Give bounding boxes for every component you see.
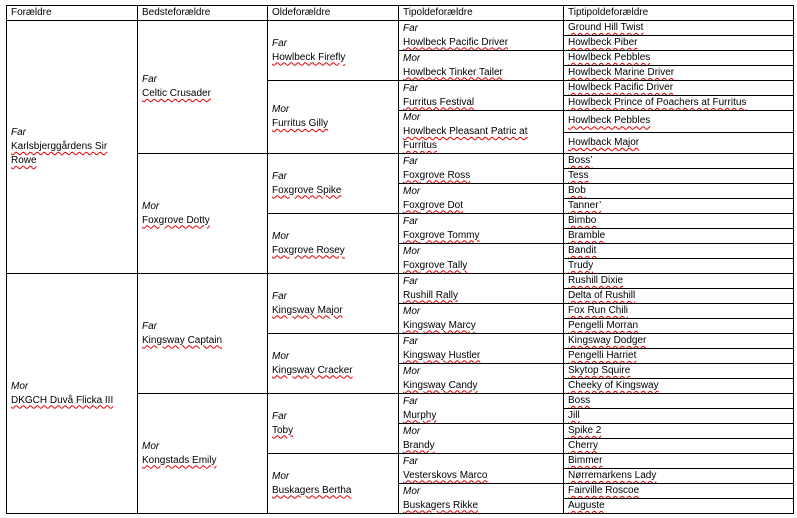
great-great-great-grandparent-name: Boss <box>568 395 591 406</box>
great-great-grandparent-name: Brandy <box>403 439 435 451</box>
great-great-grandparent-cell <box>399 214 564 244</box>
great-great-great-grandparent-cell <box>564 379 794 394</box>
great-great-grandparent-name: Foxgrove Tommy <box>403 229 480 241</box>
great-great-grandparent-cell <box>399 154 564 184</box>
grandparent-role: Mor <box>142 200 160 212</box>
parent-role: Mor <box>11 380 29 392</box>
great-great-grandparent-name: Howlbeck Pleasant Patric at Furritus <box>403 126 528 151</box>
great-great-grandparent-name: Foxgrove Tally <box>403 259 468 271</box>
great-great-grandparent-name: Foxgrove Dot <box>403 199 464 211</box>
great-great-great-grandparent-name: Howlbeck Pebbles <box>568 115 651 127</box>
great-great-great-grandparent-name: Kingsway Dodger <box>568 335 647 346</box>
grandparent-name: Celtic Crusader <box>142 88 211 99</box>
great-great-grandparent-role: Mor <box>403 185 421 197</box>
great-great-great-grandparent-cell <box>564 132 794 154</box>
great-great-great-grandparent-cell <box>564 334 794 349</box>
great-grandparent-cell <box>268 274 399 334</box>
great-great-great-grandparent-cell <box>564 154 794 169</box>
great-great-grandparent-name: Howlbeck Tinker Tailer <box>403 66 503 78</box>
great-grandparent-cell <box>268 334 399 394</box>
great-great-grandparent-role: Mor <box>403 112 421 123</box>
great-great-great-grandparent-name: Fox Run Chili <box>568 305 629 316</box>
great-great-grandparent-role: Far <box>403 155 418 167</box>
great-great-grandparent-role: Far <box>403 455 418 467</box>
great-great-great-grandparent-cell <box>564 454 794 469</box>
great-grandparent-role: Far <box>272 37 287 49</box>
great-great-great-grandparent-cell <box>564 21 794 36</box>
great-great-great-grandparent-cell <box>564 364 794 379</box>
great-great-great-grandparent-name: Delta of Rushill <box>568 290 636 301</box>
grandparent-name: Foxgrove Dotty <box>142 214 210 226</box>
great-great-great-grandparent-name: Ground Hill Twist <box>568 22 644 33</box>
grandparent-cell <box>138 154 268 274</box>
header-great-great-great-grandparents: Tiptipoldeforældre <box>564 6 794 21</box>
great-great-grandparent-cell <box>399 334 564 364</box>
grandparent-cell <box>138 21 268 154</box>
great-great-grandparent-cell <box>399 424 564 454</box>
great-great-grandparent-name: Foxgrove Ross <box>403 169 471 181</box>
great-great-great-grandparent-cell <box>564 274 794 289</box>
great-great-great-grandparent-cell <box>564 36 794 51</box>
grandparent-name: Kingsway Captain <box>142 334 223 346</box>
header-great-great-grandparents: Tipoldeforældre <box>399 6 564 21</box>
great-great-great-grandparent-name: Spike 2 <box>568 425 602 436</box>
great-grandparent-name: Kingsway Major <box>272 304 343 316</box>
pedigree-row <box>7 21 794 36</box>
great-great-grandparent-name: Rushill Rally <box>403 289 459 301</box>
great-great-great-grandparent-cell <box>564 169 794 184</box>
pedigree-body <box>7 21 794 514</box>
great-great-great-grandparent-cell <box>564 484 794 499</box>
great-grandparent-name: Foxgrove Rosey <box>272 244 345 256</box>
great-great-great-grandparent-name: Trudy <box>568 260 594 271</box>
great-great-great-grandparent-name: Bimbo <box>568 215 597 226</box>
pedigree-row <box>7 274 794 289</box>
great-great-great-grandparent-name: Bramble <box>568 230 606 241</box>
great-great-great-grandparent-cell <box>564 259 794 274</box>
great-great-grandparent-cell <box>399 244 564 274</box>
header-grandparents: Bedsteforældre <box>138 6 268 21</box>
great-great-grandparent-name: Kingsway Marcy <box>403 319 476 331</box>
great-great-grandparent-role: Far <box>403 335 418 347</box>
great-grandparent-role: Mor <box>272 470 290 482</box>
great-great-great-grandparent-name: Boss’ <box>568 155 593 166</box>
grandparent-role: Mor <box>142 440 160 452</box>
great-grandparent-cell <box>268 154 399 214</box>
great-great-grandparent-cell <box>399 304 564 334</box>
great-grandparent-cell <box>268 454 399 514</box>
great-great-grandparent-name: Kingsway Hustler <box>403 349 481 361</box>
great-grandparent-name: Furritus Gilly <box>272 118 329 129</box>
great-great-great-grandparent-name: Cheeky of Kingsway <box>568 380 659 391</box>
parent-name: DKGCH Duvå Flicka III <box>11 394 114 406</box>
great-great-great-grandparent-cell <box>564 349 794 364</box>
great-great-grandparent-role: Mor <box>403 485 421 497</box>
header-parents: Forældre <box>7 6 138 21</box>
great-great-great-grandparent-name: Tess <box>568 170 589 181</box>
great-great-great-grandparent-name: Howlback Major <box>568 136 640 148</box>
great-great-great-grandparent-cell <box>564 81 794 96</box>
parent-cell <box>7 21 138 274</box>
great-grandparent-cell <box>268 81 399 154</box>
great-grandparent-name: Kingsway Cracker <box>272 364 353 376</box>
great-great-great-grandparent-cell <box>564 319 794 334</box>
great-grandparent-name: Howlbeck Firefly <box>272 51 346 63</box>
great-grandparent-name: Toby <box>272 424 294 436</box>
great-great-great-grandparent-cell <box>564 289 794 304</box>
great-great-grandparent-role: Far <box>403 22 418 34</box>
great-grandparent-name: Foxgrove Spike <box>272 184 342 196</box>
great-great-grandparent-name: Murphy <box>403 409 437 421</box>
great-great-grandparent-cell <box>399 454 564 484</box>
great-grandparent-cell <box>268 214 399 274</box>
great-great-great-grandparent-name: Rushill Dixie <box>568 275 624 286</box>
great-great-great-grandparent-cell <box>564 499 794 514</box>
grandparent-cell <box>138 274 268 394</box>
great-great-great-grandparent-cell <box>564 469 794 484</box>
great-great-grandparent-role: Mor <box>403 52 421 64</box>
grandparent-cell <box>138 394 268 514</box>
grandparent-role: Far <box>142 320 157 332</box>
great-great-great-grandparent-cell <box>564 199 794 214</box>
great-great-grandparent-cell <box>399 364 564 394</box>
great-grandparent-role: Far <box>272 290 287 302</box>
great-great-great-grandparent-cell <box>564 394 794 409</box>
parent-cell <box>7 274 138 514</box>
great-grandparent-role: Mor <box>272 350 290 362</box>
great-great-great-grandparent-name: Cherry <box>568 440 599 451</box>
great-grandparent-role: Far <box>272 170 287 182</box>
great-great-grandparent-cell <box>399 81 564 111</box>
pedigree-table <box>6 5 794 514</box>
great-great-great-grandparent-cell <box>564 51 794 66</box>
great-great-great-grandparent-name: Pengelli Morran <box>568 320 639 331</box>
header-row <box>7 6 794 21</box>
great-great-great-grandparent-name: Bimmer <box>568 455 603 466</box>
great-grandparent-name: Buskagers Bertha <box>272 484 352 496</box>
great-great-grandparent-cell <box>399 394 564 424</box>
great-great-grandparent-role: Mor <box>403 305 421 317</box>
great-grandparent-cell <box>268 394 399 454</box>
great-great-grandparent-role: Mor <box>403 425 421 437</box>
parent-name: Karlsbjerggårdens Sir Rowe <box>11 141 108 166</box>
great-great-grandparent-role: Mor <box>403 365 421 377</box>
great-grandparent-role: Mor <box>272 230 290 242</box>
great-great-great-grandparent-cell <box>564 184 794 199</box>
great-great-great-grandparent-name: Tanner’ <box>568 200 602 211</box>
great-great-great-grandparent-cell <box>564 66 794 81</box>
great-great-great-grandparent-cell <box>564 111 794 133</box>
great-great-great-grandparent-name: Auguste <box>568 500 605 511</box>
great-grandparent-role: Mor <box>272 104 290 115</box>
great-great-grandparent-cell <box>399 21 564 51</box>
great-great-grandparent-role: Far <box>403 215 418 227</box>
great-great-great-grandparent-name: Howlbeck Prince of Poachers at Furritus <box>568 97 747 108</box>
great-great-great-grandparent-cell <box>564 424 794 439</box>
great-great-grandparent-cell <box>399 274 564 304</box>
grandparent-role: Far <box>142 74 157 85</box>
great-great-great-grandparent-cell <box>564 409 794 424</box>
great-great-grandparent-name: Howlbeck Pacific Driver <box>403 36 509 48</box>
great-great-grandparent-name: Vesterskovs Marco <box>403 469 488 481</box>
great-great-great-grandparent-name: Howlbeck Pacific Driver <box>568 82 674 93</box>
great-great-great-grandparent-cell <box>564 244 794 259</box>
great-great-great-grandparent-name: Howlbeck Piber <box>568 37 638 48</box>
great-great-grandparent-cell <box>399 484 564 514</box>
great-great-grandparent-role: Far <box>403 82 418 94</box>
great-great-grandparent-role: Far <box>403 395 418 407</box>
great-great-great-grandparent-name: Howlbeck Pebbles <box>568 52 651 63</box>
great-great-grandparent-name: Kingsway Candy <box>403 379 478 391</box>
great-great-great-grandparent-cell <box>564 229 794 244</box>
header-great-grandparents: Oldeforældre <box>268 6 399 21</box>
great-grandparent-cell <box>268 21 399 81</box>
grandparent-name: Kongstads Emily <box>142 454 217 466</box>
great-great-great-grandparent-cell <box>564 96 794 111</box>
great-great-great-grandparent-name: Bob <box>568 185 586 196</box>
great-great-grandparent-cell <box>399 184 564 214</box>
great-great-grandparent-cell <box>399 111 564 154</box>
great-grandparent-role: Far <box>272 410 287 422</box>
great-great-great-grandparent-name: Howlbeck Marine Driver <box>568 67 675 78</box>
great-great-great-grandparent-name: Nørremarkens Lady <box>568 470 657 481</box>
great-great-great-grandparent-cell <box>564 439 794 454</box>
great-great-great-grandparent-cell <box>564 214 794 229</box>
great-great-great-grandparent-cell <box>564 304 794 319</box>
parent-role: Far <box>11 127 26 138</box>
great-great-grandparent-name: Buskagers Rikke <box>403 499 479 511</box>
great-great-grandparent-role: Mor <box>403 245 421 257</box>
great-great-great-grandparent-name: Skytop Squire <box>568 365 631 376</box>
great-great-great-grandparent-name: Fairville Roscoe <box>568 485 640 496</box>
great-great-great-grandparent-name: Jill <box>568 410 580 421</box>
great-great-grandparent-cell <box>399 51 564 81</box>
great-great-grandparent-name: Furritus Festival <box>403 96 475 108</box>
great-great-great-grandparent-name: Bandit <box>568 245 597 256</box>
great-great-great-grandparent-name: Pengelli Harriet <box>568 350 637 361</box>
great-great-grandparent-role: Far <box>403 275 418 287</box>
